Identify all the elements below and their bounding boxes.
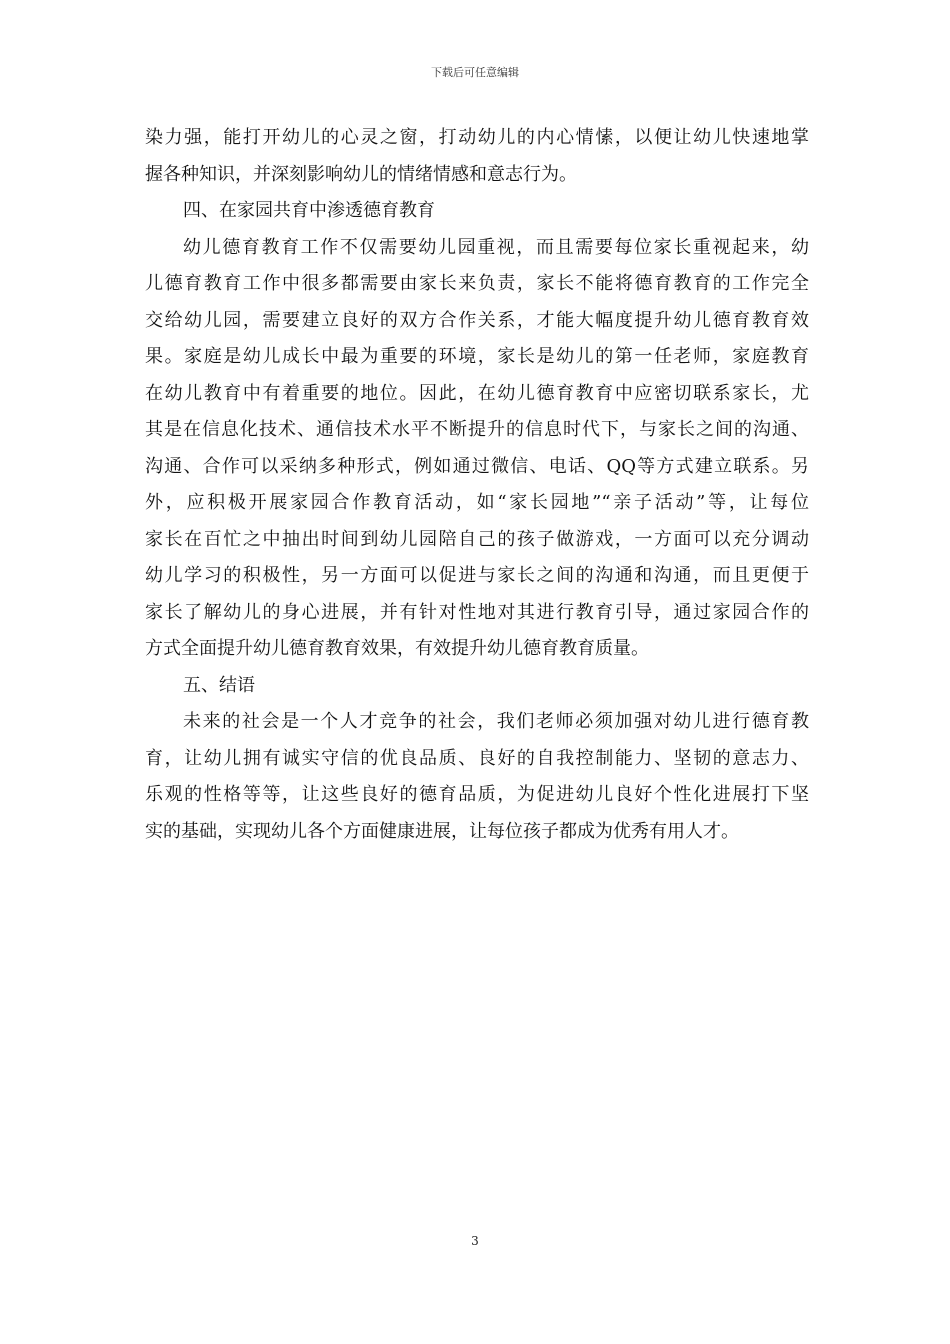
text-line: 育，让幼儿拥有诚实守信的优良品质、良好的自我控制能力、坚韧的意志力、	[145, 747, 809, 769]
text-line: 幼儿德育教育工作不仅需要幼儿园重视，而且需要每位家长重视起来，幼	[183, 236, 809, 258]
text-line: 乐观的性格等等，让这些良好的德育品质，为促进幼儿良好个性化进展打下坚	[145, 784, 809, 805]
text-line: 染力强，能打开幼儿的心灵之窗，打动幼儿的内心情愫，以便让幼儿快速地掌	[145, 127, 809, 148]
page-header: 下载后可任意编辑	[431, 66, 519, 79]
text-line: 幼儿学习的积极性，另一方面可以促进与家长之间的沟通和沟通，而且更便于	[145, 565, 809, 586]
body-text	[145, 120, 809, 850]
text-line: 沟通、合作可以采纳多种形式，例如通过微信、电话、QQ等方式建立联系。另	[145, 455, 809, 477]
text-line: 实的基础，实现幼儿各个方面健康进展，让每位孩子都成为优秀有用人才。	[145, 820, 739, 842]
text-line: 方式全面提升幼儿德育教育效果，有效提升幼儿德育教育质量。	[145, 638, 649, 659]
text-line: 外，应积极开展家园合作教育活动，如“家长园地”“亲子活动”等，让每位	[145, 492, 809, 513]
text-line: 儿德育教育工作中很多都需要由家长来负责，家长不能将德育教育的工作完全	[145, 273, 809, 294]
page-number: 3	[471, 1234, 479, 1248]
text-line: 家长了解幼儿的身心进展，并有针对性地对其进行教育引导，通过家园合作的	[145, 601, 809, 623]
text-line: 握各种知识，并深刻影响幼儿的情绪情感和意志行为。	[145, 163, 577, 185]
text-line: 未来的社会是一个人才竞争的社会，我们老师必须加强对幼儿进行德育教	[183, 711, 809, 732]
section-heading: 五、结语	[183, 674, 255, 696]
text-line: 交给幼儿园，需要建立良好的双方合作关系，才能大幅度提升幼儿德育教育效	[145, 309, 809, 331]
section-heading: 四、在家园共育中渗透德育教育	[183, 200, 435, 221]
text-line: 家长在百忙之中抽出时间到幼儿园陪自己的孩子做游戏，一方面可以充分调动	[145, 528, 809, 550]
text-line: 在幼儿教育中有着重要的地位。因此，在幼儿德育教育中应密切联系家长，尤	[145, 382, 809, 404]
text-line: 其是在信息化技术、通信技术水平不断提升的信息时代下，与家长之间的沟通、	[145, 419, 809, 440]
text-line: 果。家庭是幼儿成长中最为重要的环境，家长是幼儿的第一任老师，家庭教育	[145, 346, 809, 367]
